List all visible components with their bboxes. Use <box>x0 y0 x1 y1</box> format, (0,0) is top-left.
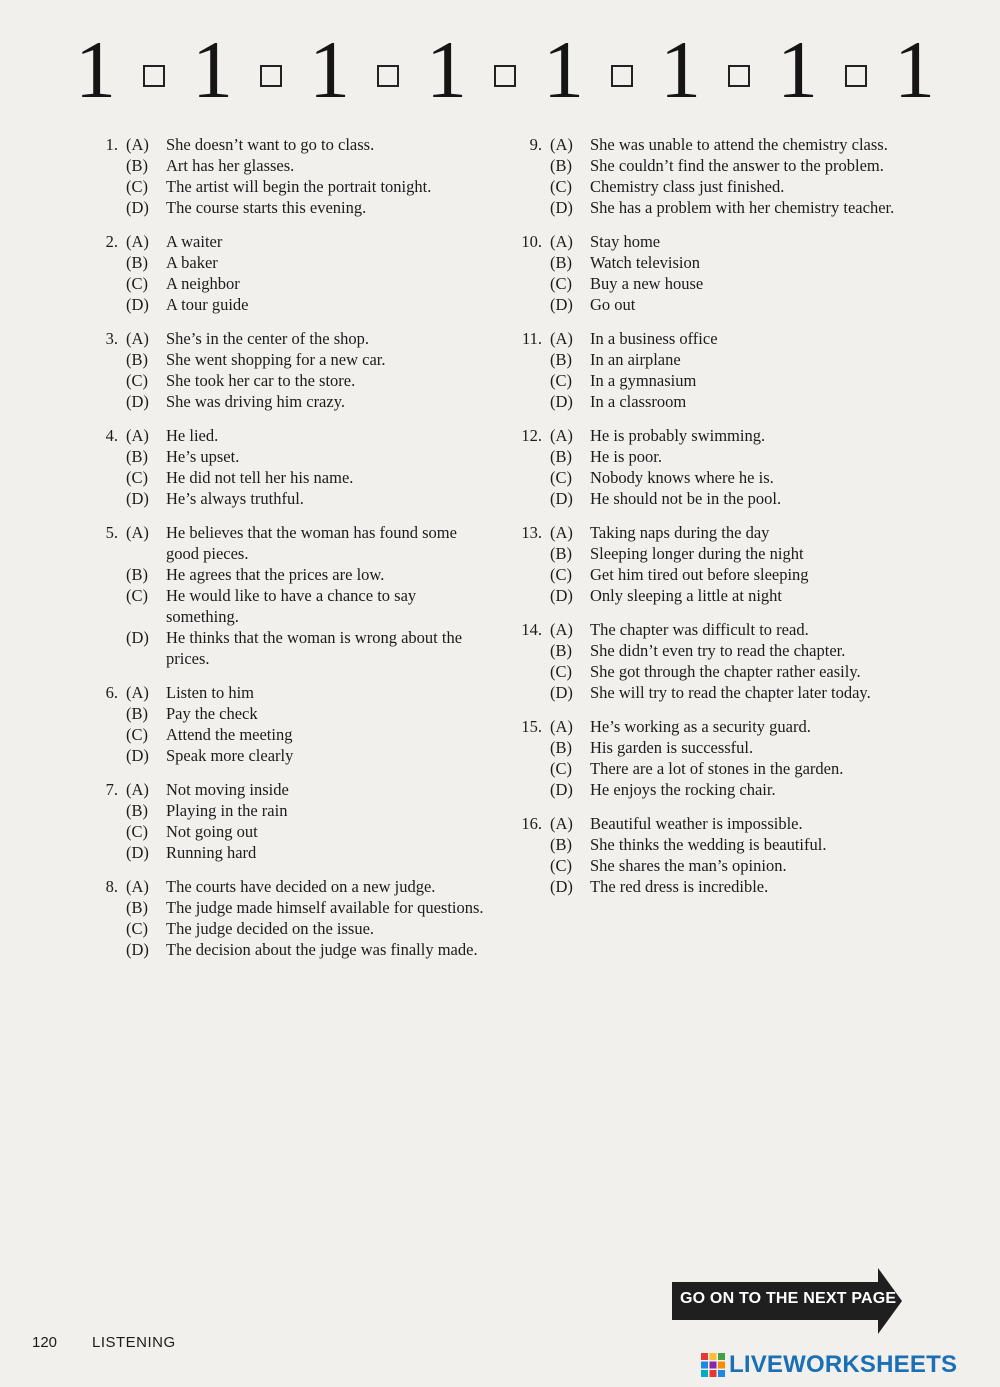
answer-option[interactable] <box>126 585 488 627</box>
answer-option[interactable] <box>550 155 932 176</box>
option-label: (A) <box>126 232 149 251</box>
option-text: Go out <box>590 295 636 314</box>
page-number: 120 <box>32 1334 58 1351</box>
option-text: He lied. <box>166 426 219 445</box>
option-text: In a classroom <box>590 392 687 411</box>
option-label: (A) <box>550 426 573 445</box>
question-number: 16. <box>521 814 542 833</box>
option-text: Running hard <box>166 843 257 862</box>
option-label: (C) <box>550 177 572 196</box>
option-text: Chemistry class just finished. <box>590 177 785 196</box>
answer-option[interactable] <box>550 876 932 897</box>
question-number: 9. <box>529 135 542 154</box>
answer-option[interactable] <box>126 876 488 897</box>
option-text: Attend the meeting <box>166 725 293 744</box>
header-box <box>260 65 282 87</box>
question-number: 7. <box>105 780 118 799</box>
answer-option[interactable] <box>126 703 488 724</box>
question-item <box>88 779 488 863</box>
option-label: (B) <box>550 156 572 175</box>
answer-option[interactable] <box>550 134 932 155</box>
option-label: (D) <box>550 198 573 217</box>
answer-option[interactable] <box>126 328 488 349</box>
option-label: (B) <box>126 350 148 369</box>
option-label: (C) <box>126 822 148 841</box>
option-label: (A) <box>550 523 573 542</box>
option-text: Sleeping longer during the night <box>590 544 804 563</box>
question-item <box>88 682 488 766</box>
header-box <box>377 65 399 87</box>
option-label: (C) <box>126 274 148 293</box>
option-label: (D) <box>126 843 149 862</box>
answer-option[interactable] <box>126 745 488 766</box>
option-label: (B) <box>126 156 148 175</box>
question-number: 13. <box>521 523 542 542</box>
option-label: (B) <box>126 898 148 917</box>
answer-option[interactable] <box>550 467 932 488</box>
answer-option[interactable] <box>126 370 488 391</box>
option-label: (B) <box>126 801 148 820</box>
option-text: Only sleeping a little at night <box>590 586 783 605</box>
option-text: Pay the check <box>166 704 258 723</box>
option-text: A baker <box>166 253 218 272</box>
question-item <box>512 134 932 218</box>
answer-option[interactable] <box>550 758 932 779</box>
option-text: Taking naps during the day <box>590 523 770 542</box>
answer-option[interactable] <box>126 488 488 509</box>
option-text: In an airplane <box>590 350 681 369</box>
option-text: In a gymnasium <box>590 371 697 390</box>
option-label: (B) <box>126 704 148 723</box>
question-item <box>512 328 932 412</box>
header-box <box>494 65 516 87</box>
option-text: She got through the chapter rather easily. <box>590 662 861 681</box>
answer-option[interactable] <box>550 252 932 273</box>
question-item <box>512 231 932 315</box>
answer-option[interactable] <box>126 446 488 467</box>
answer-option[interactable] <box>126 522 488 564</box>
answer-option[interactable] <box>126 273 488 294</box>
answer-option[interactable] <box>550 855 932 876</box>
option-label: (C) <box>550 565 572 584</box>
option-text: Watch television <box>590 253 701 272</box>
option-text: She has a problem with her chemistry teacher. <box>590 198 895 217</box>
option-label: (D) <box>126 746 149 765</box>
option-text: The artist will begin the portrait tonight. <box>166 177 432 196</box>
answer-option[interactable] <box>550 522 932 543</box>
option-text: He is probably swimming. <box>590 426 766 445</box>
answer-option[interactable] <box>550 640 932 661</box>
option-label: (A) <box>126 426 149 445</box>
answer-option[interactable] <box>550 585 932 606</box>
option-label: (D) <box>126 940 149 959</box>
option-label: (D) <box>550 877 573 896</box>
option-label: (A) <box>126 877 149 896</box>
answer-option[interactable] <box>126 682 488 703</box>
option-label: (D) <box>126 198 149 217</box>
option-text: He’s working as a security guard. <box>590 717 811 736</box>
brand-name: LIVEWORKSHEETS <box>729 1351 958 1378</box>
option-label: (A) <box>550 620 573 639</box>
answer-option[interactable] <box>126 779 488 800</box>
question-number: 5. <box>105 523 118 542</box>
next-page-label: GO ON TO THE NEXT PAGE <box>680 1290 897 1307</box>
answer-option[interactable] <box>550 425 932 446</box>
option-text: The decision about the judge was finally made. <box>166 940 478 959</box>
header-strip <box>75 24 935 115</box>
option-text: She was unable to attend the chemistry class. <box>590 135 888 154</box>
question-item <box>512 813 932 897</box>
option-label: (D) <box>550 295 573 314</box>
answer-option[interactable] <box>126 425 488 446</box>
option-text: He would like to have a chance to say something. <box>166 586 417 626</box>
option-text: A tour guide <box>166 295 249 314</box>
answer-option[interactable] <box>550 328 932 349</box>
option-label: (C) <box>126 468 148 487</box>
question-number: 4. <box>105 426 118 445</box>
option-label: (A) <box>550 232 573 251</box>
option-text: He thinks that the woman is wrong about the prices. <box>166 628 463 668</box>
option-label: (A) <box>126 683 149 702</box>
answer-option[interactable] <box>550 294 932 315</box>
answer-option[interactable] <box>126 349 488 370</box>
option-label: (C) <box>126 586 148 605</box>
grid-logo-icon <box>700 1352 726 1378</box>
answer-option[interactable] <box>126 197 488 218</box>
option-label: (A) <box>550 135 573 154</box>
option-label: (C) <box>550 856 572 875</box>
question-item <box>512 619 932 703</box>
question-item <box>88 425 488 509</box>
option-label: (C) <box>550 759 572 778</box>
option-text: He did not tell her his name. <box>166 468 354 487</box>
question-number: 10. <box>521 232 542 251</box>
header-digit: 1 <box>426 24 467 115</box>
answer-option[interactable] <box>126 467 488 488</box>
answer-option[interactable] <box>550 446 932 467</box>
option-label: (B) <box>550 350 572 369</box>
question-item <box>512 522 932 606</box>
option-text: She will try to read the chapter later today. <box>590 683 871 702</box>
answer-option[interactable] <box>550 779 932 800</box>
header-digit: 1 <box>309 24 350 115</box>
question-item <box>88 328 488 412</box>
option-text: The course starts this evening. <box>166 198 367 217</box>
answer-option[interactable] <box>550 543 932 564</box>
answer-option[interactable] <box>550 813 932 834</box>
answer-option[interactable] <box>126 842 488 863</box>
answer-option[interactable] <box>126 897 488 918</box>
option-label: (D) <box>126 295 149 314</box>
answer-option[interactable] <box>126 564 488 585</box>
option-text: He is poor. <box>590 447 662 466</box>
answer-option[interactable] <box>550 737 932 758</box>
option-label: (B) <box>550 738 572 757</box>
option-label: (A) <box>550 814 573 833</box>
option-text: In a business office <box>590 329 718 348</box>
option-text: A neighbor <box>166 274 240 293</box>
option-text: The red dress is incredible. <box>590 877 769 896</box>
option-label: (A) <box>550 717 573 736</box>
option-text: The judge decided on the issue. <box>166 919 375 938</box>
answer-option[interactable] <box>550 488 932 509</box>
option-label: (A) <box>126 135 149 154</box>
answer-option[interactable] <box>550 716 932 737</box>
header-digit: 1 <box>75 24 116 115</box>
option-text: A waiter <box>166 232 223 251</box>
answer-option[interactable] <box>550 661 932 682</box>
answer-option[interactable] <box>126 800 488 821</box>
option-text: He agrees that the prices are low. <box>166 565 385 584</box>
answer-option[interactable] <box>126 391 488 412</box>
section-label: LISTENING <box>92 1334 176 1351</box>
option-text: Art has her glasses. <box>166 156 295 175</box>
option-label: (D) <box>550 392 573 411</box>
option-text: Playing in the rain <box>166 801 288 820</box>
option-label: (B) <box>126 565 148 584</box>
option-label: (C) <box>550 468 572 487</box>
question-number: 15. <box>521 717 542 736</box>
option-text: Not going out <box>166 822 258 841</box>
option-label: (C) <box>126 919 148 938</box>
option-text: She’s in the center of the shop. <box>166 329 369 348</box>
option-text: He enjoys the rocking chair. <box>590 780 776 799</box>
option-text: Buy a new house <box>590 274 704 293</box>
answer-option[interactable] <box>126 231 488 252</box>
option-label: (A) <box>126 523 149 542</box>
option-text: Listen to him <box>166 683 254 702</box>
option-label: (A) <box>126 780 149 799</box>
right-question-column <box>512 134 932 910</box>
option-label: (D) <box>550 683 573 702</box>
option-text: She didn’t even try to read the chapter. <box>590 641 846 660</box>
left-question-column <box>88 134 488 973</box>
answer-option[interactable] <box>126 252 488 273</box>
option-text: She was driving him crazy. <box>166 392 346 411</box>
question-item <box>512 425 932 509</box>
option-text: Get him tired out before sleeping <box>590 565 809 584</box>
option-label: (C) <box>550 371 572 390</box>
option-text: Stay home <box>590 232 661 251</box>
question-number: 8. <box>105 877 118 896</box>
question-number: 12. <box>521 426 542 445</box>
answer-option[interactable] <box>126 821 488 842</box>
option-label: (C) <box>550 662 572 681</box>
answer-option[interactable] <box>550 273 932 294</box>
answer-option[interactable] <box>126 627 488 669</box>
option-label: (D) <box>550 489 573 508</box>
option-label: (B) <box>550 835 572 854</box>
option-label: (D) <box>126 628 149 647</box>
option-text: Speak more clearly <box>166 746 294 765</box>
answer-option[interactable] <box>550 391 932 412</box>
answer-option[interactable] <box>126 176 488 197</box>
header-digit: 1 <box>777 24 818 115</box>
option-label: (C) <box>126 725 148 744</box>
option-text: He’s always truthful. <box>166 489 304 508</box>
option-text: The judge made himself available for questions. <box>166 898 484 917</box>
option-label: (B) <box>126 253 148 272</box>
question-number: 14. <box>521 620 542 639</box>
answer-option[interactable] <box>550 231 932 252</box>
answer-option[interactable] <box>550 370 932 391</box>
question-number: 11. <box>521 329 542 348</box>
option-text: He believes that the woman has found some good pieces. <box>166 523 457 563</box>
header-digit: 1 <box>660 24 701 115</box>
option-text: She thinks the wedding is beautiful. <box>590 835 827 854</box>
option-label: (B) <box>550 544 572 563</box>
option-text: His garden is successful. <box>590 738 754 757</box>
answer-option[interactable] <box>550 619 932 640</box>
question-item <box>88 134 488 218</box>
answer-option[interactable] <box>550 564 932 585</box>
option-label: (C) <box>550 274 572 293</box>
header-digit: 1 <box>543 24 584 115</box>
option-text: He should not be in the pool. <box>590 489 782 508</box>
question-number: 1. <box>105 135 118 154</box>
option-label: (B) <box>550 253 572 272</box>
option-text: She shares the man’s opinion. <box>590 856 787 875</box>
answer-option[interactable] <box>126 939 488 960</box>
question-item <box>88 522 488 669</box>
next-page-banner <box>672 1268 904 1334</box>
option-label: (D) <box>550 780 573 799</box>
option-text: Not moving inside <box>166 780 289 799</box>
answer-option[interactable] <box>550 197 932 218</box>
header-digit: 1 <box>192 24 233 115</box>
question-number: 6. <box>105 683 118 702</box>
option-label: (A) <box>126 329 149 348</box>
header-box <box>845 65 867 87</box>
option-text: Nobody knows where he is. <box>590 468 774 487</box>
option-label: (A) <box>550 329 573 348</box>
option-label: (D) <box>126 392 149 411</box>
answer-option[interactable] <box>550 176 932 197</box>
option-label: (B) <box>550 641 572 660</box>
answer-option[interactable] <box>550 682 932 703</box>
option-text: She doesn’t want to go to class. <box>166 135 375 154</box>
option-label: (B) <box>550 447 572 466</box>
answer-option[interactable] <box>126 155 488 176</box>
option-text: The chapter was difficult to read. <box>590 620 809 639</box>
header-box <box>611 65 633 87</box>
brand-logo <box>700 1350 957 1380</box>
answer-option[interactable] <box>126 918 488 939</box>
header-box <box>143 65 165 87</box>
option-text: Beautiful weather is impossible. <box>590 814 803 833</box>
option-text: The courts have decided on a new judge. <box>166 877 436 896</box>
option-label: (D) <box>550 586 573 605</box>
question-number: 2. <box>105 232 118 251</box>
option-label: (C) <box>126 177 148 196</box>
answer-option[interactable] <box>550 349 932 370</box>
answer-option[interactable] <box>126 724 488 745</box>
question-item <box>88 876 488 960</box>
header-digit: 1 <box>894 24 935 115</box>
answer-option[interactable] <box>126 294 488 315</box>
option-text: She took her car to the store. <box>166 371 356 390</box>
question-item <box>88 231 488 315</box>
question-number: 3. <box>105 329 118 348</box>
answer-option[interactable] <box>550 834 932 855</box>
option-label: (B) <box>126 447 148 466</box>
option-label: (D) <box>126 489 149 508</box>
answer-option[interactable] <box>126 134 488 155</box>
option-label: (C) <box>126 371 148 390</box>
option-text: She couldn’t find the answer to the problem. <box>590 156 884 175</box>
option-text: She went shopping for a new car. <box>166 350 386 369</box>
header-box <box>728 65 750 87</box>
option-text: He’s upset. <box>166 447 240 466</box>
option-text: There are a lot of stones in the garden. <box>590 759 844 778</box>
question-item <box>512 716 932 800</box>
